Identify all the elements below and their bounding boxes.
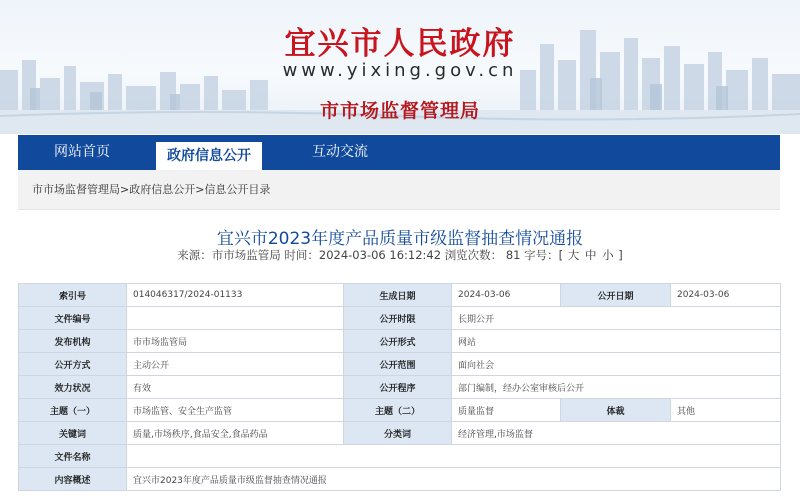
font-medium-button[interactable]: 中 xyxy=(584,248,597,262)
breadcrumb-link-catalog[interactable]: 信息公开目录 xyxy=(204,183,271,196)
table-row xyxy=(19,376,781,399)
method-value: 主动公开 xyxy=(127,353,344,376)
scope-value: 面向社会 xyxy=(452,353,781,376)
table-row xyxy=(19,445,781,468)
article-title: 宜兴市2023年度产品质量市级监督抽查情况通报 xyxy=(216,229,584,249)
site-banner xyxy=(0,0,800,134)
breadcrumb-separator: > xyxy=(120,183,130,196)
site-url: www.yixing.gov.cn xyxy=(282,60,518,81)
table-row xyxy=(19,422,781,445)
main-nav xyxy=(18,135,780,170)
font-small-button[interactable]: 小 xyxy=(602,248,614,262)
topic2-label: 主题（二） xyxy=(344,399,452,422)
category-value: 经济管理,市场监督 xyxy=(452,422,781,445)
table-row xyxy=(19,468,781,491)
filename-label: 文件名称 xyxy=(19,445,127,468)
doc-number-value xyxy=(127,307,344,330)
status-value: 有效 xyxy=(127,376,344,399)
topic1-value: 市场监管、安全生产监管 xyxy=(127,399,344,422)
publish-date-value: 2024-03-06 xyxy=(671,284,781,307)
summary-value: 宜兴市2023年度产品质量市级监督抽查情况通报 xyxy=(127,468,781,491)
table-row xyxy=(19,353,781,376)
nav-interaction[interactable]: 互动交流 xyxy=(312,144,368,160)
genre-label: 体裁 xyxy=(561,399,671,422)
scope-label: 公开范围 xyxy=(344,353,452,376)
breadcrumb-bar xyxy=(18,170,780,210)
doc-number-label: 文件编号 xyxy=(19,307,127,330)
source-value: 市市场监管局 xyxy=(211,248,281,262)
breadcrumb-link-gov-info[interactable]: 政府信息公开 xyxy=(129,183,196,196)
method-label: 公开方式 xyxy=(19,353,127,376)
nav-gov-info-public[interactable]: 政府信息公开 xyxy=(156,142,262,170)
status-label: 效力状况 xyxy=(19,376,127,399)
nav-home[interactable]: 网站首页 xyxy=(54,144,110,160)
table-row xyxy=(19,307,781,330)
site-title: 宜兴市人民政府 xyxy=(284,26,516,62)
keywords-label: 关键词 xyxy=(19,422,127,445)
issuer-value: 市市场监管局 xyxy=(127,330,344,353)
table-row xyxy=(19,330,781,353)
summary-label: 内容概述 xyxy=(19,468,127,491)
fontsize-bracket-close: ] xyxy=(618,248,623,262)
views-label: 浏览次数： xyxy=(444,248,503,262)
form-label: 公开形式 xyxy=(344,330,452,353)
filename-value xyxy=(127,445,781,468)
created-date-label: 生成日期 xyxy=(344,284,452,307)
topic2-value: 质量监督 xyxy=(452,399,561,422)
breadcrumb-link-department[interactable]: 市市场监督管理局 xyxy=(32,183,120,196)
department-name: 市市场监督管理局 xyxy=(319,100,480,122)
info-table xyxy=(18,283,781,491)
form-value: 网站 xyxy=(452,330,781,353)
index-label: 索引号 xyxy=(19,284,127,307)
article-meta xyxy=(0,247,800,263)
breadcrumb-separator: > xyxy=(195,183,205,196)
index-value: 014046317/2024-01133 xyxy=(127,284,344,307)
table-row xyxy=(19,284,781,307)
topic1-label: 主题（一） xyxy=(19,399,127,422)
views-count: 81 xyxy=(505,248,521,262)
category-label: 分类词 xyxy=(344,422,452,445)
source-label: 来源： xyxy=(177,248,212,262)
procedure-value: 部门编制，经办公室审核后公开 xyxy=(452,376,781,399)
fontsize-label: 字号： xyxy=(524,248,559,262)
time-value: 2024-03-06 16:12:42 xyxy=(318,248,442,262)
font-large-button[interactable]: 大 xyxy=(567,248,580,262)
fontsize-bracket-open: [ xyxy=(558,248,564,262)
genre-value: 其他 xyxy=(671,399,781,422)
issuer-label: 发布机构 xyxy=(19,330,127,353)
breadcrumb xyxy=(32,170,270,210)
time-label: 时间： xyxy=(284,248,319,262)
procedure-label: 公开程序 xyxy=(344,376,452,399)
table-row xyxy=(19,399,781,422)
created-date-value: 2024-03-06 xyxy=(452,284,561,307)
keywords-value: 质量,市场秩序,食品安全,食品药品 xyxy=(127,422,344,445)
period-value: 长期公开 xyxy=(452,307,781,330)
publish-date-label: 公开日期 xyxy=(561,284,671,307)
period-label: 公开时限 xyxy=(344,307,452,330)
